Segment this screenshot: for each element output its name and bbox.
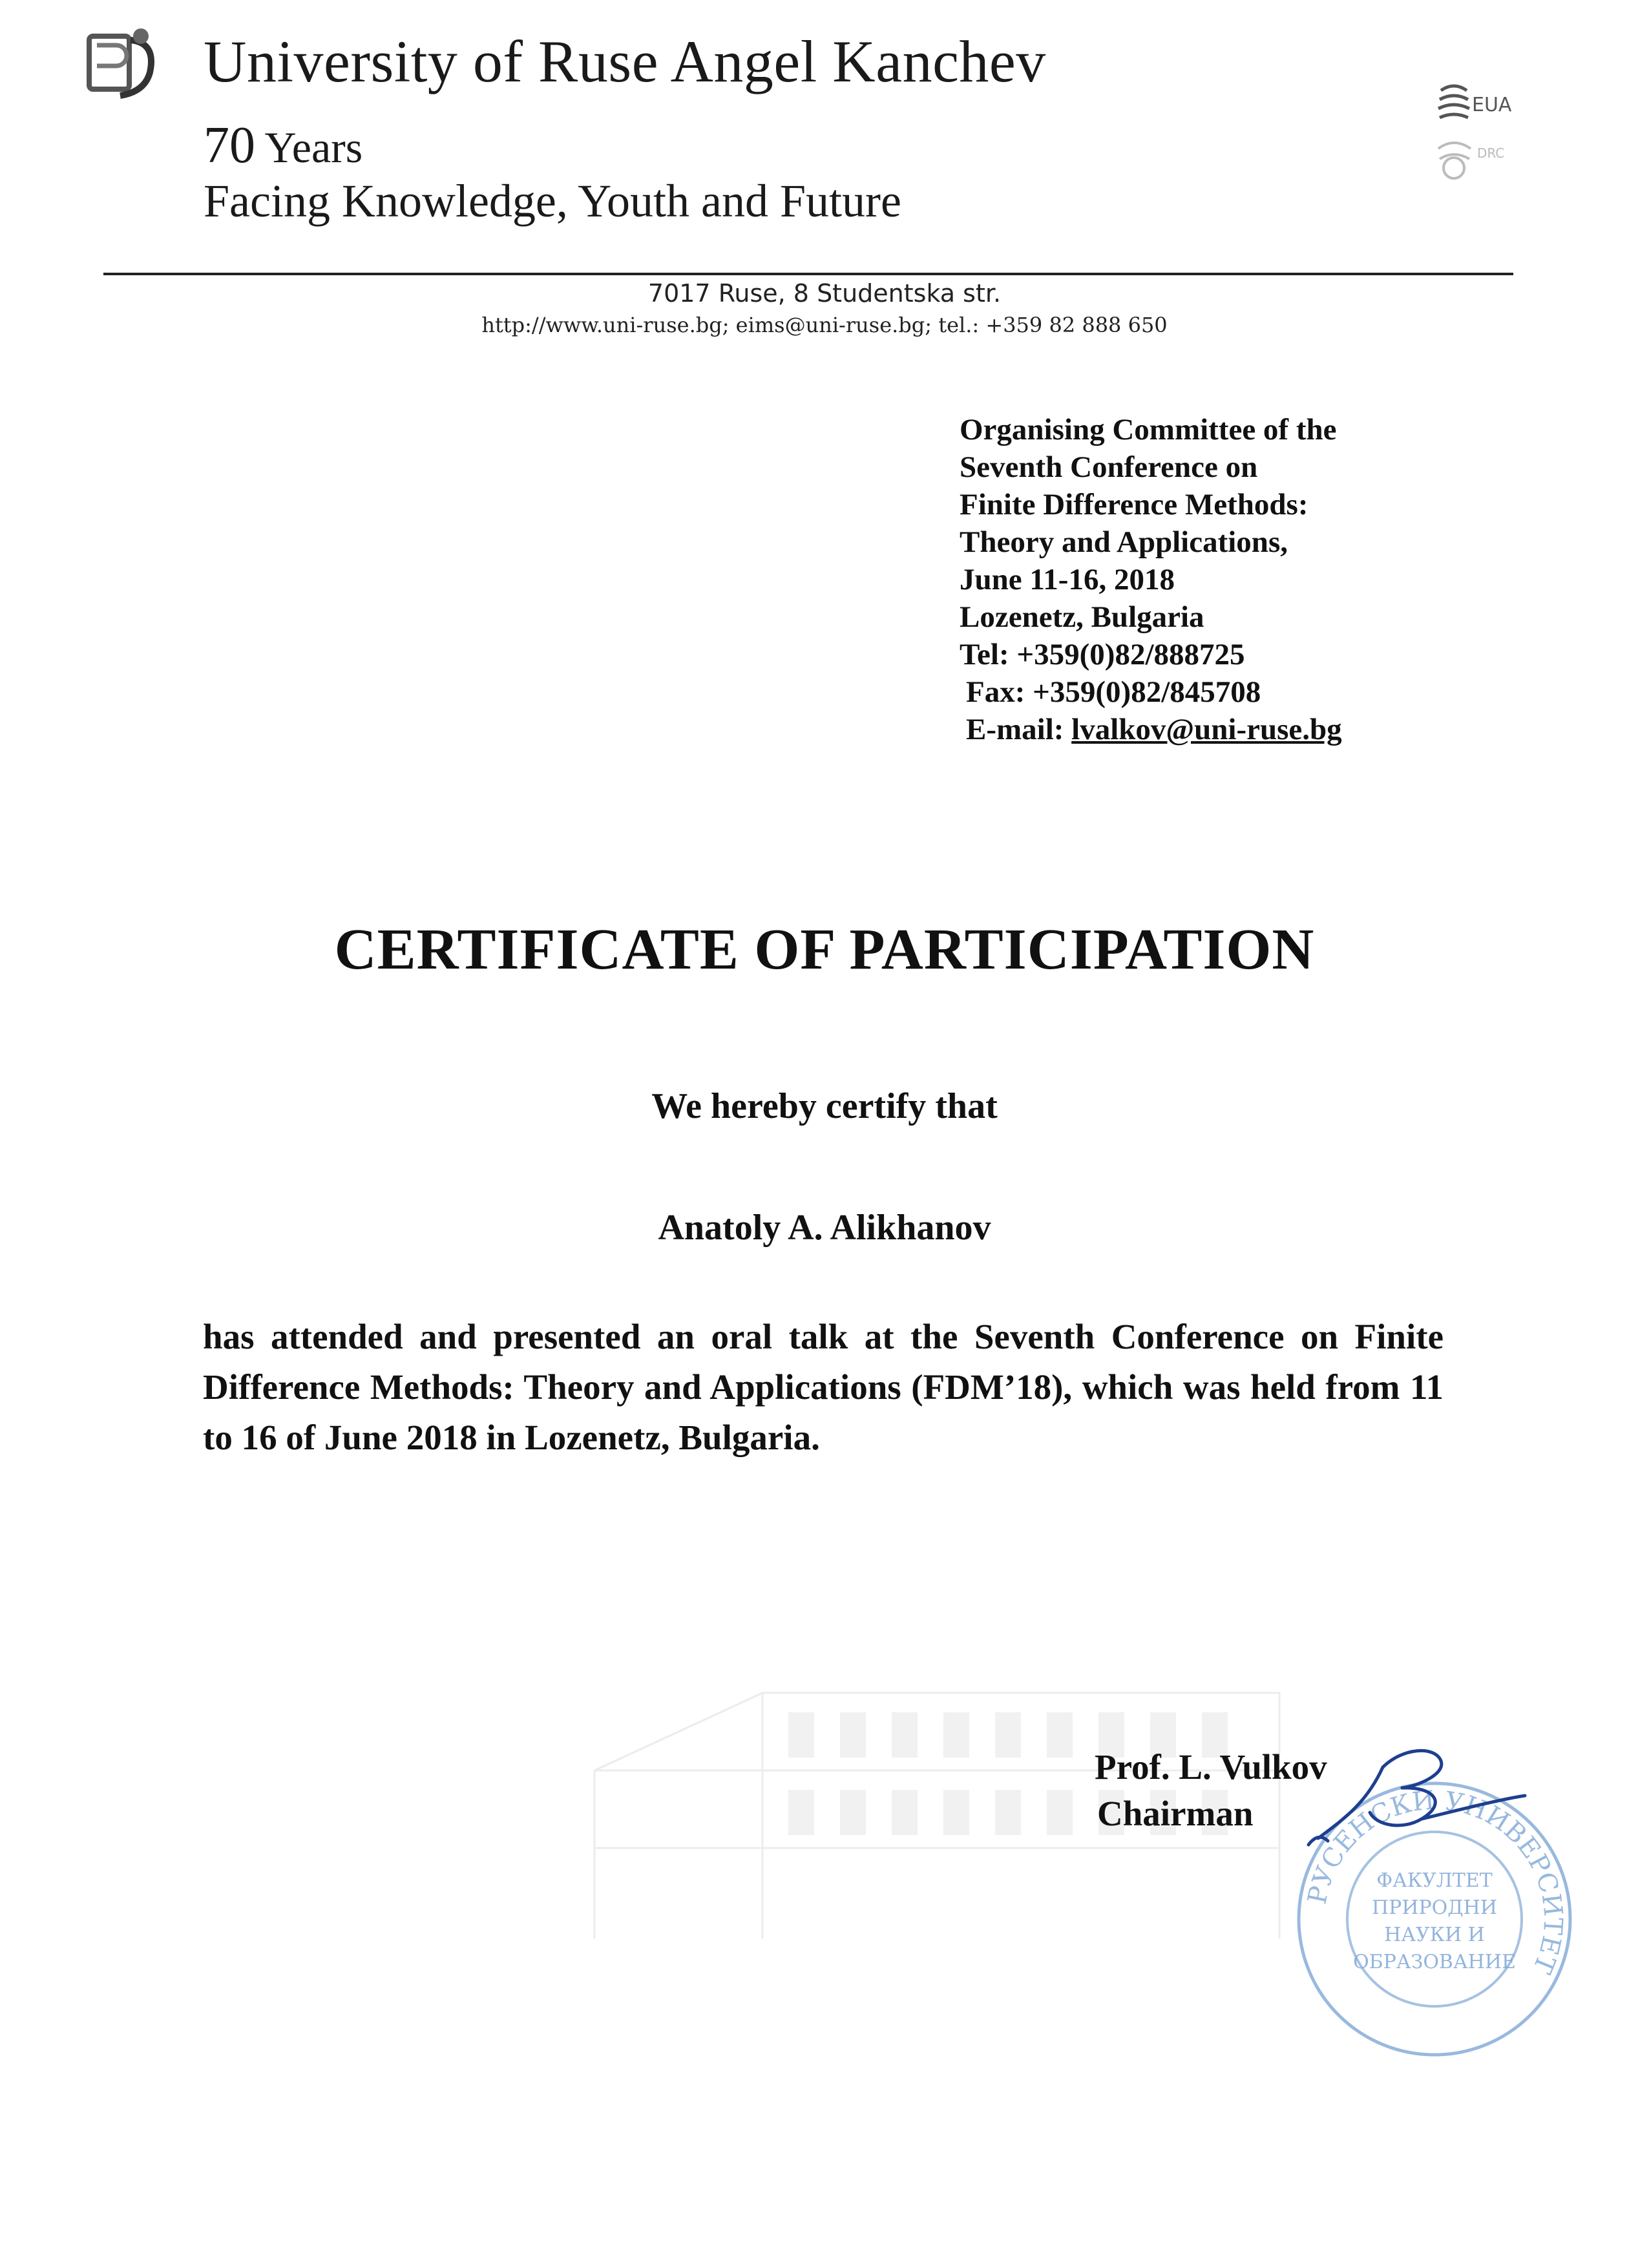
stamp-line: НАУКИ И (1384, 1924, 1485, 1946)
committee-line: Theory and Applications, (960, 525, 1288, 559)
handwritten-signature (1305, 1741, 1538, 1851)
committee-line: Finite Difference Methods: (960, 488, 1308, 521)
committee-tel: Tel: +359(0)82/888725 (960, 638, 1245, 671)
stamp-ring-text: РУСЕНСКИ УНИВЕРСИТЕТ (1302, 1785, 1568, 1978)
university-name: University of Ruse Angel Kanchev (204, 28, 1046, 94)
committee-fax: Fax: +359(0)82/845708 (966, 675, 1261, 709)
postal-address: 7017 Ruse, 8 Studentska str. (647, 279, 1002, 308)
anniversary-label: Years (264, 123, 363, 172)
eua-label: EUA (1472, 94, 1512, 116)
anniversary-number: 70 (204, 117, 255, 174)
contact-line: http://www.uni-ruse.bg; eims@uni-ruse.bg; tel.: +359 82 888 650 (481, 313, 1168, 337)
anniversary-line (204, 116, 362, 175)
certify-intro: We hereby certify that (651, 1086, 998, 1126)
committee-line: June 11-16, 2018 (960, 563, 1175, 596)
signatory-role: Chairman (1097, 1794, 1254, 1833)
university-motto: Facing Knowledge, Youth and Future (204, 175, 901, 227)
header-divider (103, 273, 1513, 275)
stamp-line: ПРИРОДНИ (1371, 1896, 1498, 1919)
committee-line: Lozenetz, Bulgaria (960, 600, 1204, 634)
certificate-body: has attended and presented an oral talk at the Seventh Conference on Finite Difference Methods: Theory and Applications (FDM’18), which was held from 11 to 16 of June 2018 in Lozenetz, Bulgaria. (203, 1317, 1444, 1457)
committee-block (960, 411, 1342, 748)
stamp-line: ФАКУЛТЕТ (1376, 1869, 1493, 1892)
email-label: E-mail: (966, 713, 1072, 746)
email-link[interactable]: lvalkov@uni-ruse.bg (1071, 713, 1342, 746)
committee-line: Organising Committee of the (960, 413, 1337, 446)
signatory-name: Prof. L. Vulkov (1095, 1747, 1327, 1787)
stamp-line: ОБРАЗОВАНИЕ (1353, 1951, 1516, 1973)
committee-line: Seventh Conference on (960, 450, 1258, 484)
committee-email-line (960, 711, 1342, 748)
university-logo (84, 25, 162, 102)
drc-label: DRC (1477, 145, 1505, 161)
eua-logo (1428, 71, 1525, 187)
certificate-title: CERTIFICATE OF PARTICIPATION (334, 918, 1315, 982)
participant-name: Anatoly A. Alikhanov (658, 1208, 991, 1248)
